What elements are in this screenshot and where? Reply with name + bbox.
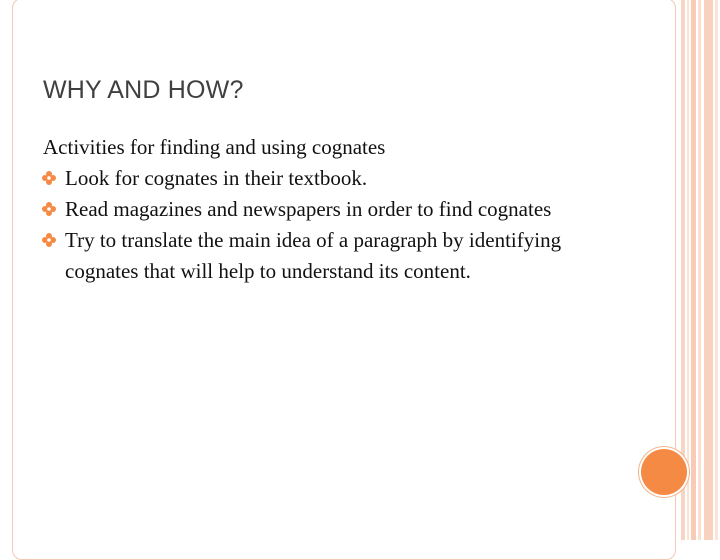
bullet-item bbox=[43, 163, 603, 194]
orange-circle-ornament bbox=[641, 449, 687, 495]
bullet-item bbox=[43, 225, 603, 287]
intro-text: Activities for finding and using cognates bbox=[43, 135, 386, 159]
bullet-list bbox=[43, 163, 603, 287]
bullet-text: Try to translate the main idea of a paragraph by identifying cognates that will help to understand its content. bbox=[65, 228, 562, 283]
slide-body bbox=[43, 132, 603, 287]
flower-bullet-icon bbox=[42, 171, 56, 185]
decorative-stripe bbox=[691, 0, 696, 540]
decorative-stripe bbox=[698, 0, 701, 540]
decorative-stripe bbox=[687, 0, 689, 540]
bullet-item bbox=[43, 194, 603, 225]
bullet-text: Look for cognates in their textbook. bbox=[65, 166, 368, 190]
decorative-stripe bbox=[704, 0, 713, 540]
bullet-text: Read magazines and newspapers in order to find cognates bbox=[65, 197, 552, 221]
decorative-stripe bbox=[715, 0, 718, 540]
flower-bullet-icon bbox=[42, 233, 56, 247]
slide-title: WHY AND HOW? bbox=[43, 76, 244, 104]
flower-bullet-icon bbox=[42, 202, 56, 216]
